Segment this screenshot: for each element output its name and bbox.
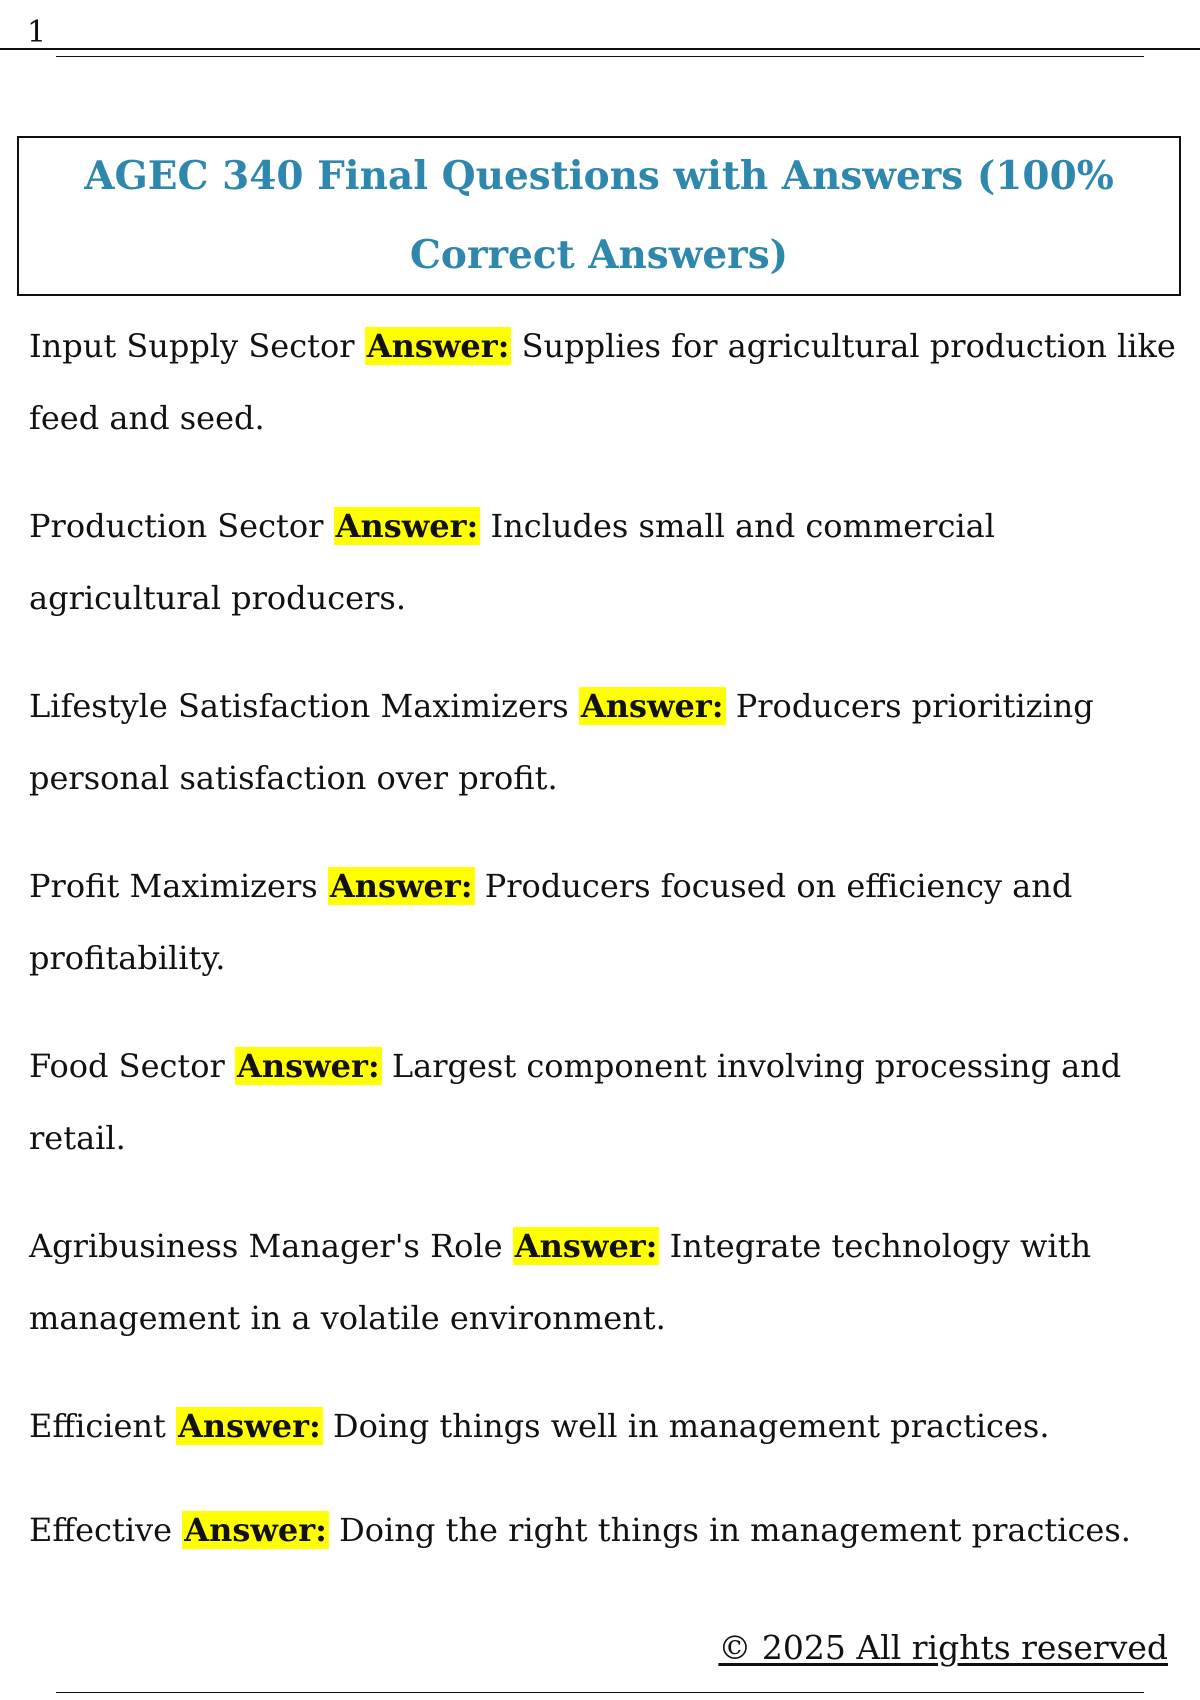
qa-answer: Doing things well in management practices. [332,1407,1050,1445]
qa-term: Effective [29,1511,173,1549]
qa-item [29,490,1179,634]
qa-item [29,1494,1179,1566]
qa-term: Profit Maximizers [29,867,318,905]
qa-item [29,1030,1179,1174]
answer-label: Answer: [178,1407,321,1445]
answer-label: Answer: [237,1047,380,1085]
qa-item [29,1390,1179,1462]
qa-answer: Includes small and commercial agricultural producers. [29,507,995,617]
header-rule-secondary [56,56,1144,57]
qa-answer: Integrate technology with management in a volatile environment. [29,1227,1092,1337]
qa-answer: Doing the right things in management practices. [339,1511,1131,1549]
copyright-notice: © 2025 All rights reserved [718,1628,1168,1667]
qa-term: Input Supply Sector [29,327,355,365]
footer-rule [56,1692,1144,1693]
qa-term: Production Sector [29,507,324,545]
answer-label: Answer: [580,687,724,725]
qa-answer: Largest component involving processing and retail. [29,1047,1122,1157]
qa-term: Efficient [29,1407,166,1445]
header-rule [0,48,1200,50]
document-title: AGEC 340 Final Questions with Answers (100% Correct Answers) [84,153,1114,278]
qa-item [29,1210,1179,1354]
answer-label: Answer: [329,867,473,905]
qa-item [29,310,1179,454]
qa-term: Lifestyle Satisfaction Maximizers [29,687,569,725]
qa-item [29,670,1179,814]
qa-term: Agribusiness Manager's Role [29,1227,503,1265]
qa-answer: Supplies for agricultural production like feed and seed. [29,327,1176,437]
qa-item [29,850,1179,994]
answer-label: Answer: [335,507,479,545]
answer-label: Answer: [514,1227,658,1265]
title-box [17,136,1181,296]
answer-label: Answer: [184,1511,327,1549]
qa-term: Food Sector [29,1047,225,1085]
answer-label: Answer: [366,327,510,365]
qa-answer: Producers focused on efficiency and profitability. [29,867,1073,977]
page-number: 1 [27,15,47,50]
qa-list [29,310,1179,1598]
qa-answer: Producers prioritizing personal satisfaction over profit. [29,687,1094,797]
